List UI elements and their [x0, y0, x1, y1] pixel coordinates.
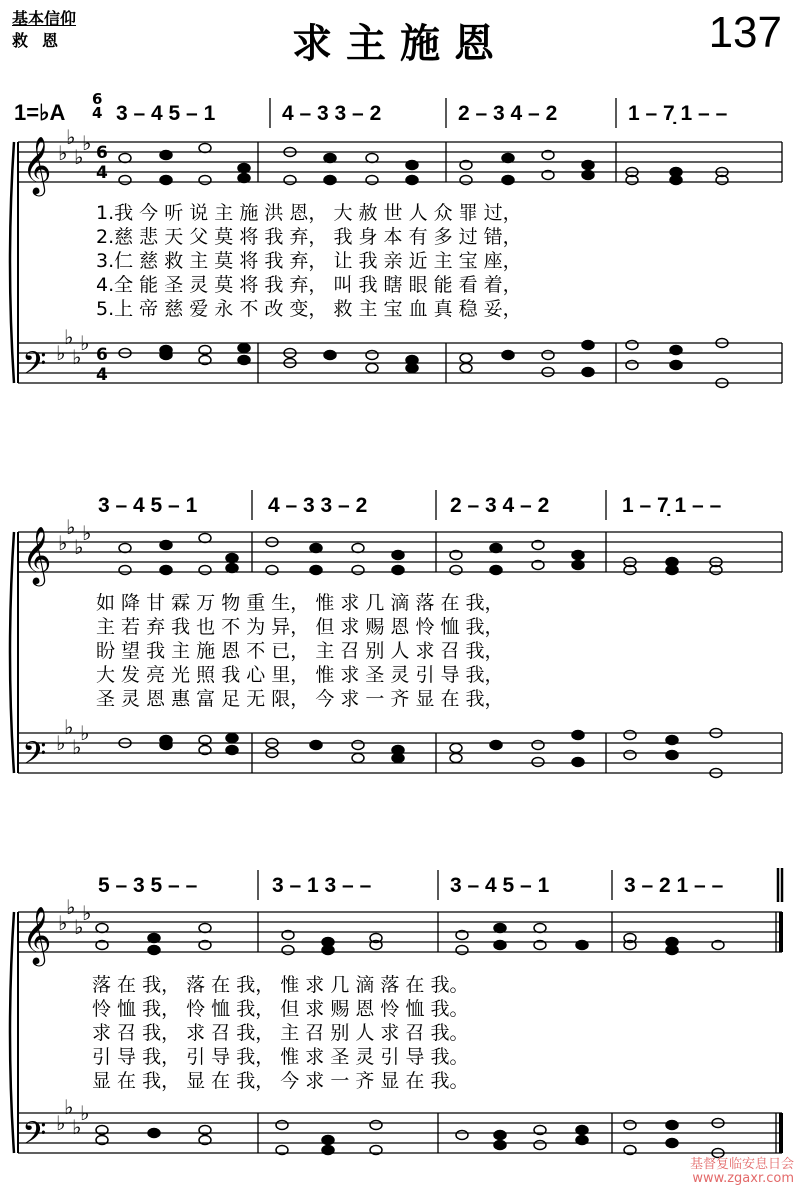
jianpu-measure: 4 – 3 3 – 2: [282, 102, 382, 125]
svg-text:♭: ♭: [82, 521, 92, 545]
lyric-line: 显 在 我， 显 在 我， 今 求 一 齐 显 在 我。: [92, 1070, 469, 1092]
svg-text:♭: ♭: [74, 915, 84, 939]
svg-text:4: 4: [96, 163, 108, 183]
page-title: 求主施恩: [292, 20, 508, 67]
watermark-line1: 基督复临安息日会: [689, 1157, 794, 1172]
bass-clef-icon: 𝄢: [22, 1115, 47, 1159]
lyric-line: 引 导 我， 引 导 我， 惟 求 圣 灵 引 导 我。: [92, 1046, 469, 1068]
svg-text:♭: ♭: [56, 731, 66, 755]
svg-text:♭: ♭: [56, 1111, 66, 1135]
hymn-number: 137: [708, 8, 782, 57]
svg-text:♭: ♭: [66, 125, 76, 149]
svg-text:♭: ♭: [72, 735, 82, 759]
svg-text:♭: ♭: [58, 911, 68, 935]
treble-clef-icon: 𝄞: [22, 136, 52, 194]
lyric-line: 求 召 我， 求 召 我， 主 召 别 人 求 召 我。: [92, 1022, 469, 1044]
svg-text:♭: ♭: [56, 341, 66, 365]
svg-text:♭: ♭: [66, 515, 76, 539]
key-signature-text: 1=♭A: [14, 100, 66, 125]
meter-top: 6: [92, 90, 103, 108]
treble-staff: [18, 142, 782, 182]
subcategory-label: 救恩: [12, 31, 73, 50]
svg-text:♭: ♭: [80, 331, 90, 355]
meter-bottom: 4: [92, 104, 103, 122]
jianpu-measure: 3 – 4 5 – 1: [450, 874, 550, 897]
svg-text:♭: ♭: [58, 531, 68, 555]
jianpu-measure: 3 – 2 1 – –: [624, 874, 724, 897]
treble-clef-icon: 𝄞: [22, 526, 52, 584]
jianpu-measure: 2 – 3 4 – 2: [450, 494, 550, 517]
jianpu-measure: 4 – 3 3 – 2: [268, 494, 368, 517]
jianpu-measure: 3 – 1 3 – –: [272, 874, 372, 897]
svg-text:♭: ♭: [80, 1101, 90, 1125]
jianpu-measure: 5 – 3 5 – –: [98, 874, 198, 897]
svg-text:♭: ♭: [72, 345, 82, 369]
lyric-line: 4.全 能 圣 灵 莫 将 我 弃， 叫 我 瞎 眼 能 看 着，: [96, 274, 522, 296]
bass-clef-icon: 𝄢: [22, 735, 47, 779]
svg-text:♭: ♭: [64, 1095, 74, 1119]
lyric-line: 如 降 甘 霖 万 物 重 生， 惟 求 几 滴 落 在 我，: [96, 592, 504, 614]
lyric-line: 3.仁 慈 救 主 莫 将 我 弃， 让 我 亲 近 主 宝 座，: [96, 250, 522, 272]
svg-text:♭: ♭: [66, 895, 76, 919]
lyric-line: 怜 恤 我， 怜 恤 我， 但 求 赐 恩 怜 恤 我。: [92, 998, 469, 1020]
bass-clef-icon: 𝄢: [22, 345, 47, 389]
svg-text:4: 4: [96, 365, 108, 385]
svg-text:♭: ♭: [74, 145, 84, 169]
lyric-line: 盼 望 我 主 施 恩 不 已， 主 召 别 人 求 召 我，: [96, 640, 504, 662]
lyric-line: 2.慈 悲 天 父 莫 将 我 弃， 我 身 本 有 多 过 错，: [96, 226, 522, 248]
lyric-line: 1.我 今 听 说 主 施 洪 恩， 大 赦 世 人 众 罪 过，: [96, 202, 522, 224]
key-flats-icon: [56, 125, 91, 1139]
jianpu-measure: 3 – 4 5 – 1: [116, 102, 216, 125]
svg-text:6: 6: [96, 345, 108, 365]
lyric-line: 5.上 帝 慈 爱 永 不 改 变， 救 主 宝 血 真 稳 妥，: [96, 298, 522, 320]
lyric-line: 大 发 亮 光 照 我 心 里， 惟 求 圣 灵 引 导 我，: [96, 664, 504, 686]
jianpu-measure: 2 – 3 4 – 2: [458, 102, 558, 125]
jianpu-measure: 1 – 7̣ 1 – –: [622, 494, 722, 517]
svg-text:♭: ♭: [64, 715, 74, 739]
svg-text:♭: ♭: [82, 901, 92, 925]
svg-text:♭: ♭: [72, 1115, 82, 1139]
lyric-line: 落 在 我， 落 在 我， 惟 求 几 滴 落 在 我。: [92, 974, 469, 996]
treble-clef-icon: 𝄞: [22, 906, 52, 964]
svg-text:♭: ♭: [82, 131, 92, 155]
jianpu-measure: 1 – 7̣ 1 – –: [628, 102, 728, 125]
category-label: 基本信仰: [12, 9, 77, 28]
svg-text:6: 6: [96, 143, 108, 163]
watermark-line2: www.zgaxr.com: [692, 1171, 794, 1186]
jianpu-measure: 3 – 4 5 – 1: [98, 494, 198, 517]
svg-text:♭: ♭: [64, 325, 74, 349]
lyric-line: 主 若 弃 我 也 不 为 异， 但 求 赐 恩 怜 恤 我，: [96, 616, 504, 638]
svg-text:♭: ♭: [58, 141, 68, 165]
svg-text:♭: ♭: [80, 721, 90, 745]
svg-text:♭: ♭: [74, 535, 84, 559]
watermark: [690, 1158, 794, 1186]
lyric-line: 圣 灵 恩 惠 富 足 无 限， 今 求 一 齐 显 在 我，: [96, 688, 504, 710]
